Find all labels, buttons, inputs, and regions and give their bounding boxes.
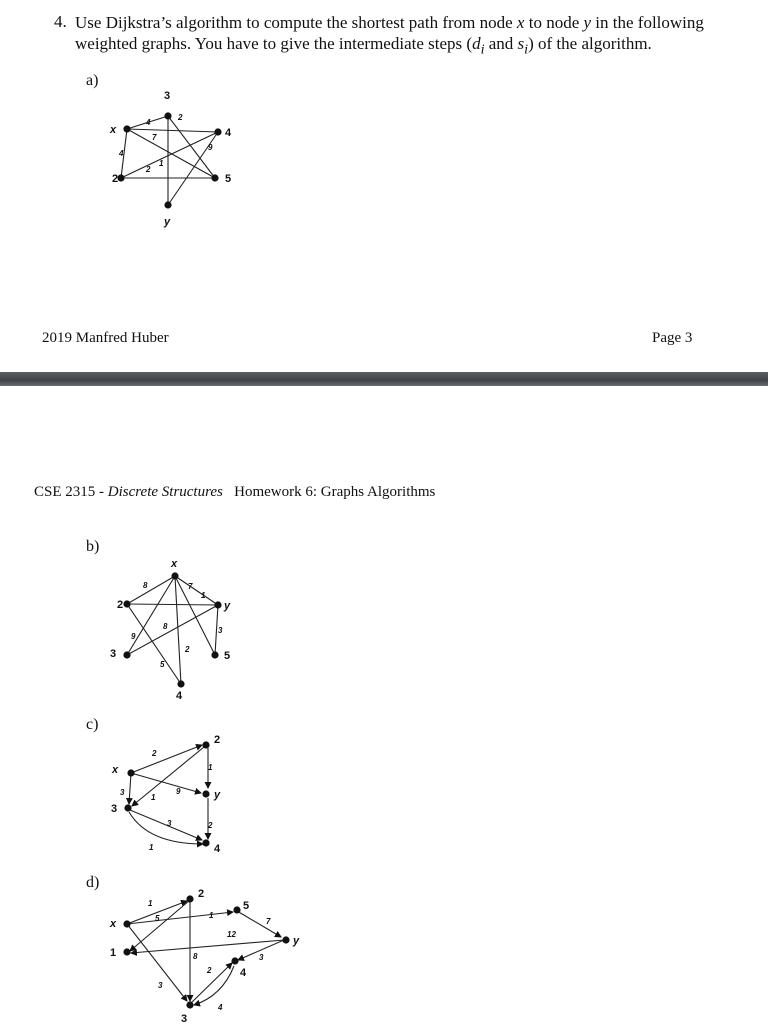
edge — [127, 605, 218, 655]
question-text-part: in the following weighted graphs. You have to give the intermediate steps ( — [75, 13, 704, 53]
document-page-4 — [0, 386, 768, 1024]
edge-arrow — [194, 966, 234, 1005]
question-text-part: Use Dijkstra’s algorithm to compute the shortest path from node — [75, 13, 517, 32]
node-label-4: 4 — [240, 967, 247, 979]
footer-author: 2019 Manfred Huber — [42, 330, 169, 346]
node-label-y: y — [293, 935, 300, 947]
edge-weight: 3 — [167, 819, 172, 828]
node-label-3: 3 — [181, 1013, 188, 1024]
edge-weight: 1 — [148, 899, 153, 908]
node-label-x: x — [112, 764, 119, 776]
node-label-5: 5 — [243, 900, 250, 912]
node-label-x: x — [110, 124, 117, 136]
homework-title: Homework 6: Graphs Algorithms — [234, 484, 436, 500]
edge-arrow — [131, 745, 202, 773]
edge-weight: 7 — [266, 917, 271, 926]
variable-s: s — [517, 34, 525, 53]
edge-weight: 9 — [176, 787, 181, 796]
edge-weight: 4 — [218, 1003, 223, 1012]
graph-d — [100, 884, 320, 1024]
node-1 — [123, 948, 130, 955]
page-header — [34, 484, 435, 501]
edge-weight: 1 — [209, 911, 214, 920]
part-a-label: a) — [86, 72, 99, 89]
edge-weight: 2 — [185, 645, 190, 654]
variable-d: d — [472, 34, 481, 53]
node-label-2: 2 — [198, 888, 205, 900]
node-label-3: 3 — [111, 803, 118, 815]
node-label-y: y — [214, 789, 221, 801]
course-title: Discrete Structures — [107, 484, 223, 500]
node-4 — [231, 957, 238, 964]
edge-weight: 1 — [149, 843, 154, 852]
node-label-y: y — [164, 216, 171, 228]
edge — [127, 129, 215, 178]
edge-weight: 1 — [208, 763, 213, 772]
subscript-i: i — [524, 41, 529, 58]
edge-weight: 8 — [143, 581, 148, 590]
node-4 — [202, 839, 209, 846]
edge-weight: 3 — [218, 626, 223, 635]
question-text-part: and — [484, 34, 518, 53]
part-c-label: c) — [86, 716, 99, 733]
node-3 — [186, 1001, 193, 1008]
node-2 — [123, 600, 130, 607]
edge-weight: 1 — [151, 793, 156, 802]
edge — [175, 576, 215, 655]
node-y — [164, 201, 171, 208]
node-3 — [124, 804, 131, 811]
edge-weight: 7 — [152, 133, 157, 142]
edge-arrow — [127, 924, 187, 1001]
node-5 — [211, 651, 218, 658]
node-label-5: 5 — [224, 650, 231, 662]
edge-weight: 1 — [201, 591, 206, 600]
node-label-2: 2 — [117, 599, 124, 611]
question-text-part: ) of the algorithm. — [528, 34, 652, 53]
node-label-4: 4 — [225, 127, 232, 139]
edge-weight: 1 — [159, 159, 164, 168]
node-label-3: 3 — [110, 648, 117, 660]
edge-arrow — [131, 940, 284, 953]
edge-weight: 8 — [163, 622, 168, 631]
edge-arrow — [131, 773, 201, 793]
node-x — [123, 125, 130, 132]
edge — [127, 604, 181, 684]
node-label-5: 5 — [225, 173, 232, 185]
footer-page-number: Page 3 — [652, 330, 693, 346]
question-text — [75, 12, 735, 60]
node-5 — [233, 906, 240, 913]
question-text-part: to node — [524, 13, 584, 32]
edge-weight: 2 — [208, 821, 213, 830]
part-b-label: b) — [86, 538, 100, 555]
node-5 — [211, 174, 218, 181]
edge — [127, 604, 218, 605]
edge-weight: 4 — [146, 118, 151, 127]
document-page-3 — [0, 0, 768, 372]
edge-weight: 2 — [152, 749, 157, 758]
edge-weight: 12 — [227, 930, 236, 939]
graph-c-edges — [129, 745, 208, 844]
node-2 — [202, 741, 209, 748]
course-code: CSE 2315 - — [34, 484, 108, 500]
edge-weight: 8 — [193, 952, 198, 961]
node-y — [202, 790, 209, 797]
node-label-2: 2 — [214, 734, 221, 746]
edge-weight: 9 — [208, 143, 213, 152]
node-x — [123, 920, 130, 927]
edge-weight: 2 — [207, 966, 212, 975]
edge — [175, 576, 181, 684]
node-label-4: 4 — [214, 843, 221, 855]
node-3 — [123, 651, 130, 658]
part-d-label: d) — [86, 874, 100, 891]
edge-weight: 4 — [119, 149, 124, 158]
node-label-1: 1 — [110, 947, 117, 959]
variable-x: x — [516, 13, 525, 32]
node-2 — [117, 174, 124, 181]
graph-a — [100, 80, 250, 230]
node-3 — [164, 112, 171, 119]
edge — [127, 129, 218, 132]
node-4 — [214, 128, 221, 135]
graph-c — [100, 726, 250, 866]
edge-weight: 5 — [160, 660, 165, 669]
edge-arrow — [130, 900, 190, 951]
edge-arrow — [129, 773, 131, 804]
node-label-y: y — [224, 600, 231, 612]
edge-arrow — [130, 810, 202, 840]
edge-arrow — [129, 812, 203, 844]
edge-weight: 9 — [131, 632, 136, 641]
node-label-2: 2 — [112, 173, 119, 185]
node-label-4: 4 — [176, 690, 183, 702]
edge-weight: 3 — [120, 788, 125, 797]
page-separator — [0, 372, 768, 386]
edge-weight: 5 — [155, 914, 160, 923]
node-y — [282, 936, 289, 943]
node-4 — [177, 680, 184, 687]
subscript-i: i — [480, 41, 485, 58]
edge — [175, 576, 218, 605]
node-x — [171, 572, 178, 579]
edge — [127, 576, 175, 604]
node-y — [214, 601, 221, 608]
edge-weight: 2 — [178, 113, 183, 122]
edge-weight: 2 — [146, 165, 151, 174]
edge-weight: 7 — [188, 582, 193, 591]
variable-y: y — [583, 13, 592, 32]
node-2 — [186, 895, 193, 902]
node-label-x: x — [171, 558, 178, 570]
graph-a-edges — [121, 116, 218, 205]
node-label-3: 3 — [164, 90, 171, 102]
edge-arrow — [237, 911, 281, 937]
edge-weight: 3 — [259, 953, 264, 962]
node-x — [127, 769, 134, 776]
edge-weight: 3 — [158, 981, 163, 990]
node-label-x: x — [110, 918, 117, 930]
graph-b — [100, 554, 250, 704]
question-number: 4. — [54, 12, 67, 31]
